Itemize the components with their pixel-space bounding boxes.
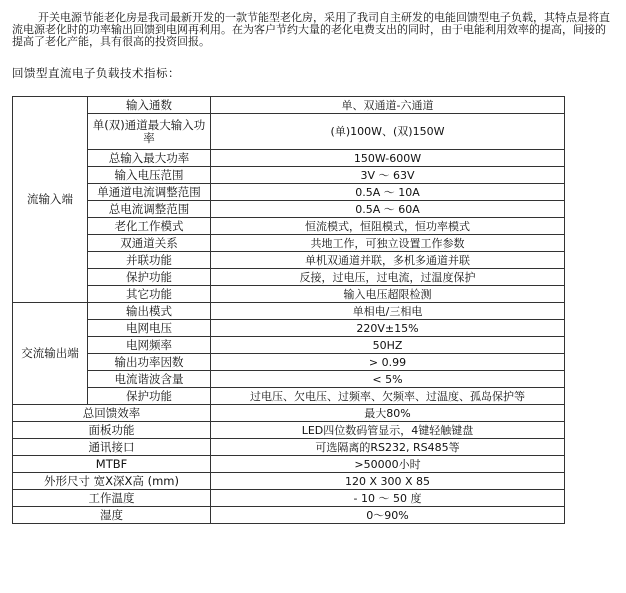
row-label: 双通道关系: [88, 235, 211, 252]
row-value: 可选隔离的RS232, RS485等: [211, 439, 565, 456]
table-row: [13, 456, 565, 473]
input-group-label: 流输入端: [13, 97, 88, 303]
row-label: 工作温度: [13, 490, 211, 507]
table-row: [13, 184, 565, 201]
row-label: 电网电压: [88, 320, 211, 337]
row-label: 湿度: [13, 507, 211, 524]
table-row: [13, 150, 565, 167]
output-group-label: 交流输出端: [13, 303, 88, 405]
row-value: - 10 ～ 50 度: [211, 490, 565, 507]
row-value: 0.5A ～ 60A: [211, 201, 565, 218]
row-label: 电流谐波含量: [88, 371, 211, 388]
table-row: [13, 269, 565, 286]
row-value: 输入电压超限检测: [211, 286, 565, 303]
table-row: [13, 218, 565, 235]
row-value: 单相电/三相电: [211, 303, 565, 320]
row-label: 输出功率因数: [88, 354, 211, 371]
row-label: 外形尺寸 宽X深X高 (mm): [13, 473, 211, 490]
table-row: [13, 507, 565, 524]
table-row: [13, 114, 565, 150]
row-value: 最大80%: [211, 405, 565, 422]
row-value: 0.5A ～ 10A: [211, 184, 565, 201]
intro-paragraph: 开关电源节能老化房是我司最新开发的一款节能型老化房，采用了我司自主研发的电能回馈型电子负载，其特点是将直流电源老化时的功率输出回馈到电网再利用。在为客户节约大量的老化电费支出的同时，由于电能利用效率的提高，间接的提高了老化产能，具有很高的投资回报。: [12, 11, 610, 48]
row-label: 其它功能: [88, 286, 211, 303]
row-value: 单机双通道并联，多机多通道并联: [211, 252, 565, 269]
row-label: 电网频率: [88, 337, 211, 354]
row-value: (单)100W、(双)150W: [211, 114, 565, 150]
row-label: 总电流调整范围: [88, 201, 211, 218]
row-label: 面板功能: [13, 422, 211, 439]
row-value: 3V ～ 63V: [211, 167, 565, 184]
row-label: 输出模式: [88, 303, 211, 320]
row-label: 并联功能: [88, 252, 211, 269]
table-row: [13, 201, 565, 218]
row-label: 输入通数: [88, 97, 211, 114]
row-value: 反接，过电压，过电流，过温度保护: [211, 269, 565, 286]
row-label: 输入电压范围: [88, 167, 211, 184]
table-row: [13, 490, 565, 507]
table-row: [13, 252, 565, 269]
table-row: [13, 388, 565, 405]
table-row: [13, 167, 565, 184]
table-row: [13, 337, 565, 354]
row-label: 保护功能: [88, 388, 211, 405]
row-value: 恒流模式，恒阻模式，恒功率模式: [211, 218, 565, 235]
table-row: [13, 97, 565, 114]
spec-table: [12, 96, 565, 524]
table-row: [13, 473, 565, 490]
row-label: 通讯接口: [13, 439, 211, 456]
table-row: [13, 235, 565, 252]
table-row: [13, 439, 565, 456]
row-value: < 5%: [211, 371, 565, 388]
row-value: 0～90%: [211, 507, 565, 524]
row-value: 共地工作，可独立设置工作参数: [211, 235, 565, 252]
spec-subtitle: 回馈型直流电子负载技术指标：: [12, 66, 180, 80]
table-row: [13, 320, 565, 337]
row-value: >50000小时: [211, 456, 565, 473]
row-value: 50HZ: [211, 337, 565, 354]
row-label: 老化工作模式: [88, 218, 211, 235]
row-value: 120 X 300 X 85: [211, 473, 565, 490]
table-row: [13, 286, 565, 303]
row-value: LED四位数码管显示，4键轻触键盘: [211, 422, 565, 439]
row-label: MTBF: [13, 456, 211, 473]
row-value: 单、双通道-六通道: [211, 97, 565, 114]
row-value: 过电压、欠电压、过频率、欠频率、过温度、孤岛保护等: [211, 388, 565, 405]
row-label: 单通道电流调整范围: [88, 184, 211, 201]
row-value: > 0.99: [211, 354, 565, 371]
table-row: [13, 371, 565, 388]
table-row: [13, 405, 565, 422]
row-value: 220V±15%: [211, 320, 565, 337]
row-label: 总回馈效率: [13, 405, 211, 422]
row-value: 150W-600W: [211, 150, 565, 167]
row-label: 单(双)通道最大输入功率: [88, 114, 211, 150]
table-row: [13, 303, 565, 320]
table-row: [13, 354, 565, 371]
row-label: 保护功能: [88, 269, 211, 286]
row-label: 总输入最大功率: [88, 150, 211, 167]
table-row: [13, 422, 565, 439]
